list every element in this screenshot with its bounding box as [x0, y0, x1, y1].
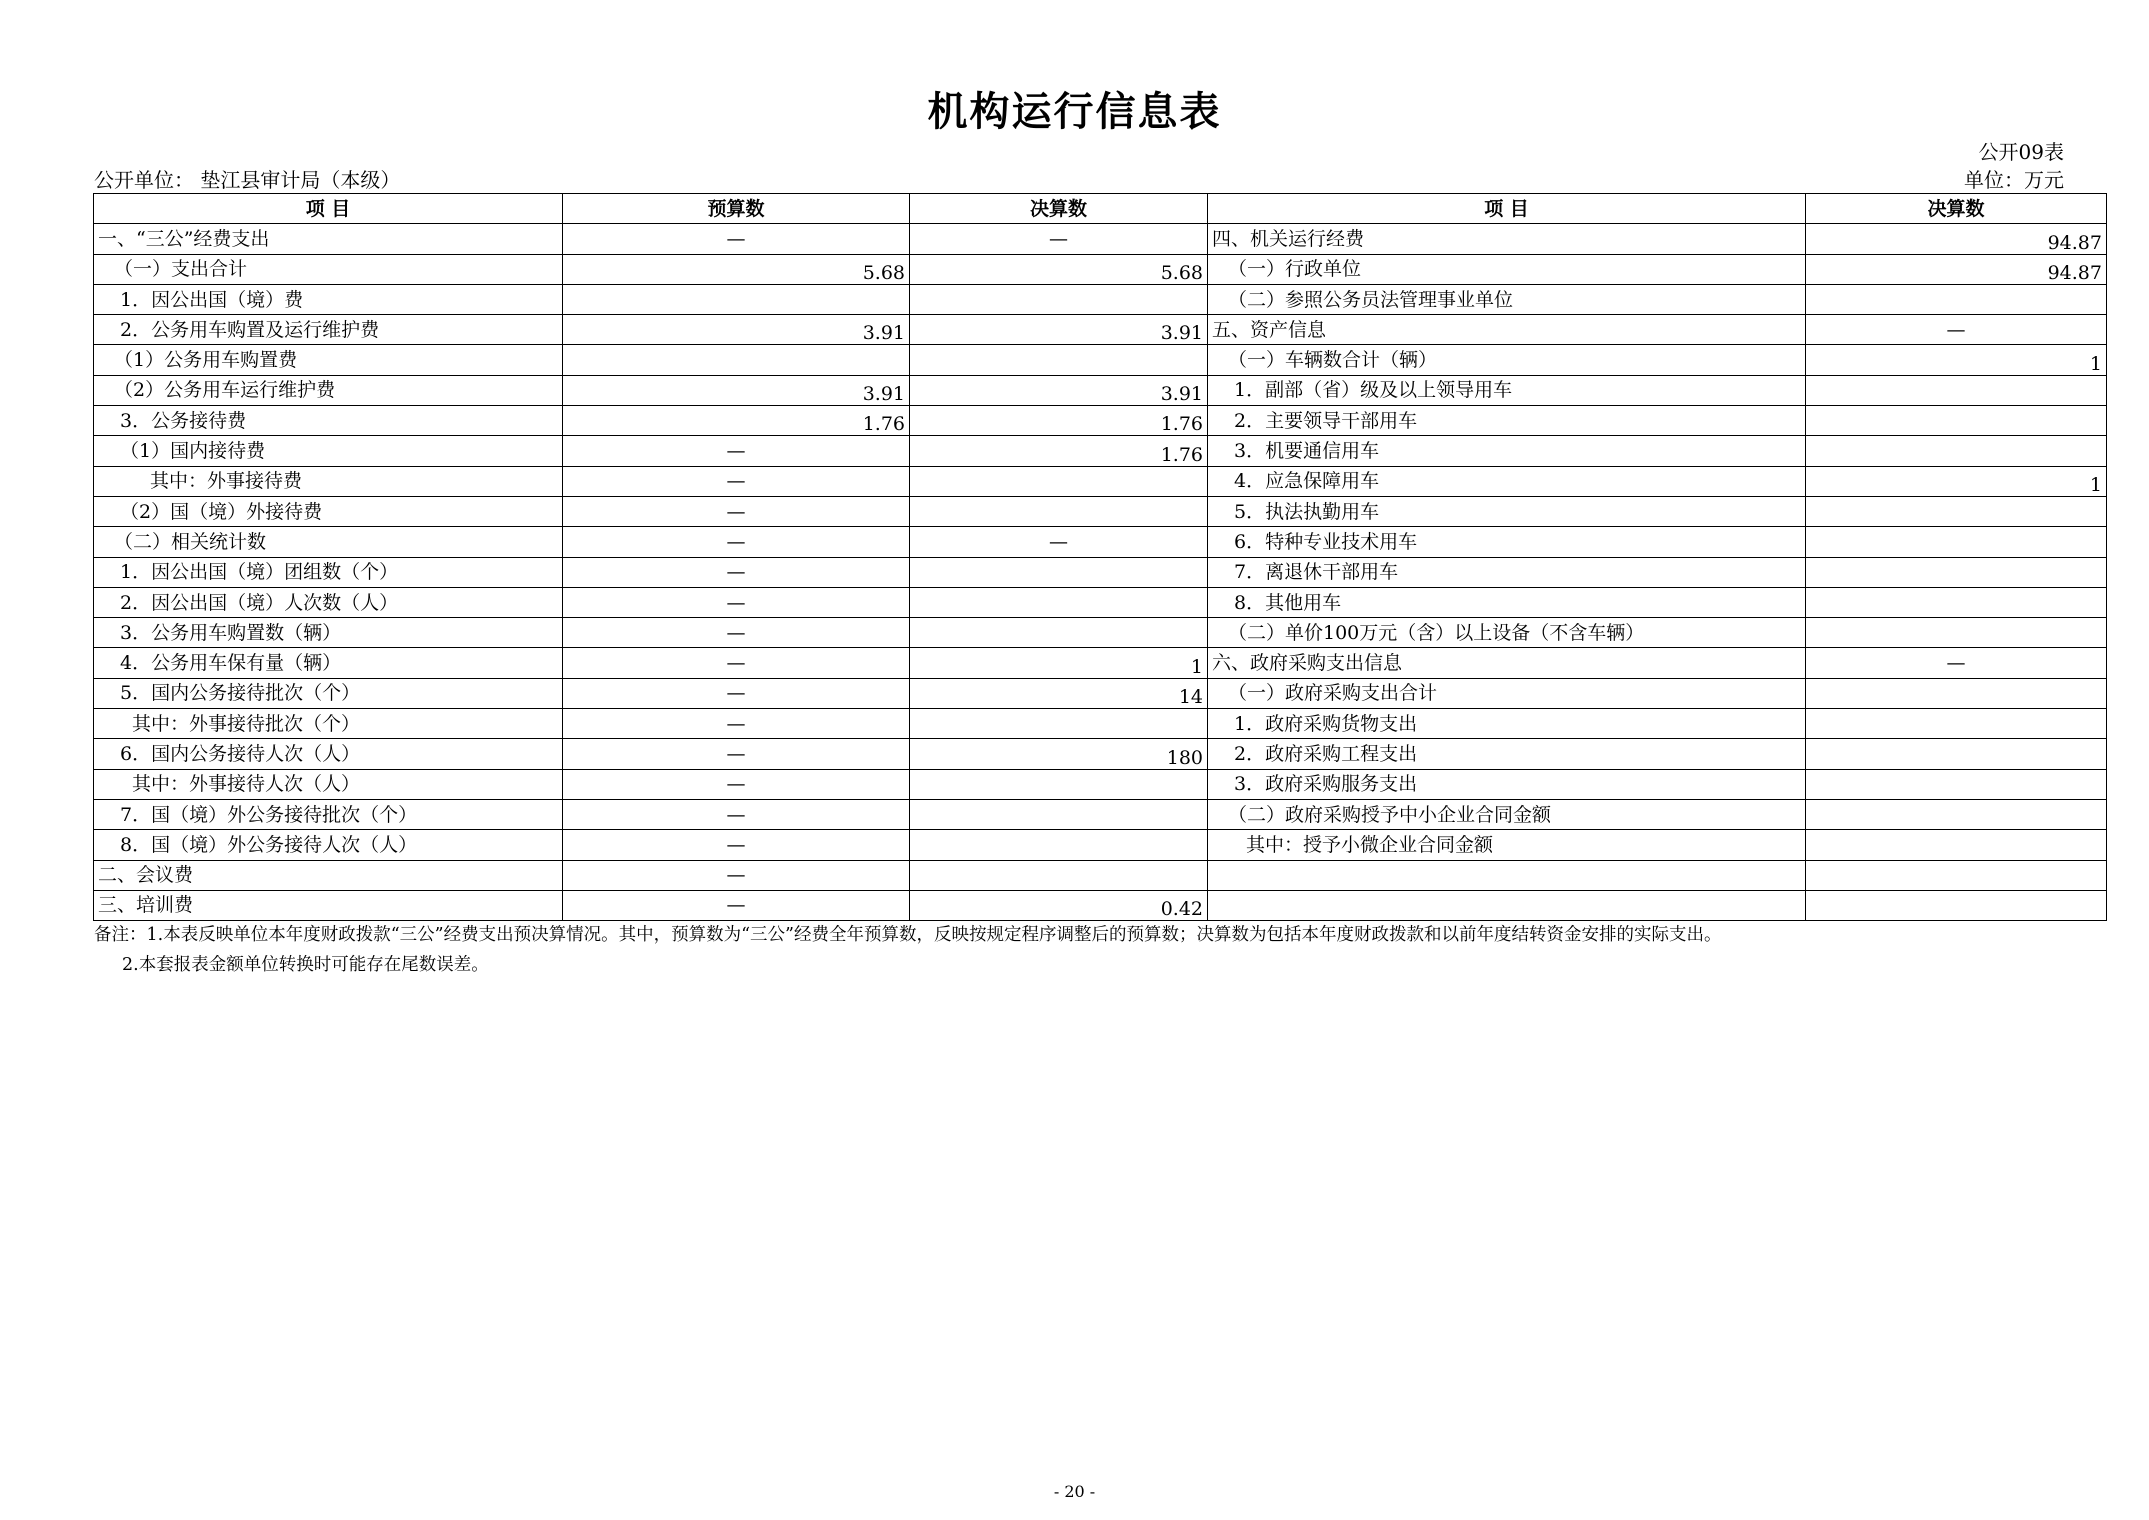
final-cell: —: [910, 527, 1208, 557]
right-final-cell: —: [1806, 648, 2107, 678]
table-row: [94, 678, 2107, 708]
table-row: [94, 830, 2107, 860]
right-final-cell: [1806, 830, 2107, 860]
final-cell: [910, 618, 1208, 648]
final-cell: [910, 769, 1208, 799]
right-item-cell: 6．特种专业技术用车: [1208, 527, 1806, 557]
table-row: [94, 648, 2107, 678]
budget-cell: [563, 284, 910, 314]
right-final-cell: [1806, 496, 2107, 526]
budget-cell: —: [563, 678, 910, 708]
table-row: [94, 860, 2107, 890]
final-cell: —: [910, 224, 1208, 254]
reporting-unit: 公开单位： 垫江县审计局（本级）: [94, 168, 401, 192]
final-cell: 3.91: [910, 375, 1208, 405]
budget-cell: —: [563, 890, 910, 920]
left-item-cell: 1．因公出国（境）费: [94, 284, 563, 314]
page-title: 机构运行信息表: [927, 88, 1222, 135]
table-row: [94, 375, 2107, 405]
note-1: 备注：1.本表反映单位本年度财政拨款“三公”经费支出预决算情况。其中，预算数为“三公”经费全年预算数，反映按规定程序调整后的预算数；决算数为包括本年度财政拨款和以前年度结转资金安排的实际支出。: [94, 925, 1722, 945]
budget-cell: —: [563, 527, 910, 557]
right-final-cell: [1806, 375, 2107, 405]
table-row: [94, 739, 2107, 769]
left-item-cell: 三、培训费: [94, 890, 563, 920]
table-row: [94, 557, 2107, 587]
left-item-cell: 8．国（境）外公务接待人次（人）: [94, 830, 563, 860]
budget-cell: 3.91: [563, 375, 910, 405]
left-item-cell: 4．公务用车保有量（辆）: [94, 648, 563, 678]
budget-cell: —: [563, 799, 910, 829]
left-item-cell: 7．国（境）外公务接待批次（个）: [94, 799, 563, 829]
left-item-cell: 其中：外事接待批次（个）: [94, 709, 563, 739]
final-cell: [910, 284, 1208, 314]
table-row: [94, 587, 2107, 617]
budget-cell: —: [563, 466, 910, 496]
left-item-cell: 3．公务用车购置数（辆）: [94, 618, 563, 648]
right-final-cell: [1806, 709, 2107, 739]
right-final-cell: 1: [1806, 345, 2107, 375]
right-item-cell: 2．主要领导干部用车: [1208, 406, 1806, 436]
final-cell: [910, 587, 1208, 617]
table-row: [94, 254, 2107, 284]
final-cell: [910, 345, 1208, 375]
final-cell: [910, 557, 1208, 587]
final-cell: 1.76: [910, 436, 1208, 466]
table-row: [94, 890, 2107, 920]
right-final-cell: [1806, 739, 2107, 769]
table-row: [94, 769, 2107, 799]
right-item-cell: （二）参照公务员法管理事业单位: [1208, 284, 1806, 314]
right-item-cell: 2．政府采购工程支出: [1208, 739, 1806, 769]
budget-cell: 1.76: [563, 406, 910, 436]
budget-cell: —: [563, 769, 910, 799]
header-final-right: 决算数: [1806, 194, 2107, 224]
right-item-cell: 3．政府采购服务支出: [1208, 769, 1806, 799]
budget-cell: —: [563, 860, 910, 890]
right-final-cell: [1806, 406, 2107, 436]
left-item-cell: 6．国内公务接待人次（人）: [94, 739, 563, 769]
left-item-cell: （1）国内接待费: [94, 436, 563, 466]
left-item-cell: 二、会议费: [94, 860, 563, 890]
table-header-row: [94, 194, 2107, 224]
right-item-cell: 五、资产信息: [1208, 315, 1806, 345]
right-final-cell: [1806, 557, 2107, 587]
table-row: [94, 496, 2107, 526]
left-item-cell: 5．国内公务接待批次（个）: [94, 678, 563, 708]
right-item-cell: （二）政府采购授予中小企业合同金额: [1208, 799, 1806, 829]
budget-cell: —: [563, 436, 910, 466]
right-final-cell: [1806, 890, 2107, 920]
final-cell: 14: [910, 678, 1208, 708]
page-number: - 20 -: [1053, 1482, 1096, 1501]
left-item-cell: （二）相关统计数: [94, 527, 563, 557]
final-cell: [910, 466, 1208, 496]
right-item-cell: 7．离退休干部用车: [1208, 557, 1806, 587]
right-final-cell: [1806, 436, 2107, 466]
left-item-cell: （一）支出合计: [94, 254, 563, 284]
final-cell: [910, 709, 1208, 739]
left-item-cell: 其中：外事接待费: [94, 466, 563, 496]
final-cell: [910, 799, 1208, 829]
right-final-cell: 1: [1806, 466, 2107, 496]
left-item-cell: （2）国（境）外接待费: [94, 496, 563, 526]
right-item-cell: 1．副部（省）级及以上领导用车: [1208, 375, 1806, 405]
header-final: 决算数: [910, 194, 1208, 224]
final-cell: 1.76: [910, 406, 1208, 436]
budget-cell: —: [563, 709, 910, 739]
left-item-cell: 3．公务接待费: [94, 406, 563, 436]
right-final-cell: —: [1806, 315, 2107, 345]
right-item-cell: 4．应急保障用车: [1208, 466, 1806, 496]
right-final-cell: [1806, 587, 2107, 617]
right-item-cell: 六、政府采购支出信息: [1208, 648, 1806, 678]
final-cell: [910, 860, 1208, 890]
right-final-cell: [1806, 678, 2107, 708]
header-item: 项 目: [94, 194, 563, 224]
budget-cell: 5.68: [563, 254, 910, 284]
budget-cell: —: [563, 496, 910, 526]
table-row: [94, 406, 2107, 436]
left-item-cell: （1）公务用车购置费: [94, 345, 563, 375]
right-final-cell: [1806, 618, 2107, 648]
header-item-right: 项 目: [1208, 194, 1806, 224]
info-table: [93, 193, 2107, 921]
budget-cell: —: [563, 648, 910, 678]
right-item-cell: [1208, 860, 1806, 890]
right-final-cell: 94.87: [1806, 224, 2107, 254]
notes: [94, 920, 1721, 980]
final-cell: 3.91: [910, 315, 1208, 345]
table-row: [94, 224, 2107, 254]
right-item-cell: （一）政府采购支出合计: [1208, 678, 1806, 708]
money-unit: 单位：万元: [1964, 168, 2064, 192]
table-row: [94, 466, 2107, 496]
table-row: [94, 284, 2107, 314]
right-item-cell: （二）单价100万元（含）以上设备（不含车辆）: [1208, 618, 1806, 648]
table-code: 公开09表: [1978, 140, 2064, 164]
right-item-cell: 其中：授予小微企业合同金额: [1208, 830, 1806, 860]
budget-cell: —: [563, 830, 910, 860]
right-item-cell: 1．政府采购货物支出: [1208, 709, 1806, 739]
final-cell: 5.68: [910, 254, 1208, 284]
right-final-cell: [1806, 799, 2107, 829]
table-row: [94, 618, 2107, 648]
right-final-cell: [1806, 284, 2107, 314]
budget-cell: [563, 345, 910, 375]
final-cell: 1: [910, 648, 1208, 678]
right-item-cell: 四、机关运行经费: [1208, 224, 1806, 254]
right-final-cell: [1806, 769, 2107, 799]
budget-cell: —: [563, 224, 910, 254]
final-cell: [910, 830, 1208, 860]
left-item-cell: 其中：外事接待人次（人）: [94, 769, 563, 799]
left-item-cell: 一、“三公”经费支出: [94, 224, 563, 254]
right-item-cell: （一）车辆数合计（辆）: [1208, 345, 1806, 375]
right-final-cell: [1806, 527, 2107, 557]
budget-cell: —: [563, 739, 910, 769]
header-budget: 预算数: [563, 194, 910, 224]
table-row: [94, 345, 2107, 375]
budget-cell: —: [563, 557, 910, 587]
right-item-cell: 5．执法执勤用车: [1208, 496, 1806, 526]
table-row: [94, 799, 2107, 829]
left-item-cell: 2．因公出国（境）人次数（人）: [94, 587, 563, 617]
right-item-cell: （一）行政单位: [1208, 254, 1806, 284]
final-cell: [910, 496, 1208, 526]
right-final-cell: [1806, 860, 2107, 890]
left-item-cell: 2．公务用车购置及运行维护费: [94, 315, 563, 345]
table-row: [94, 315, 2107, 345]
budget-cell: 3.91: [563, 315, 910, 345]
table-row: [94, 527, 2107, 557]
table-row: [94, 436, 2107, 466]
right-item-cell: 8．其他用车: [1208, 587, 1806, 617]
right-item-cell: [1208, 890, 1806, 920]
final-cell: 0.42: [910, 890, 1208, 920]
right-final-cell: 94.87: [1806, 254, 2107, 284]
note-2: 2.本套报表金额单位转换时可能存在尾数误差。: [122, 955, 489, 975]
right-item-cell: 3．机要通信用车: [1208, 436, 1806, 466]
budget-cell: —: [563, 618, 910, 648]
left-item-cell: 1．因公出国（境）团组数（个）: [94, 557, 563, 587]
final-cell: 180: [910, 739, 1208, 769]
budget-cell: —: [563, 587, 910, 617]
table-row: [94, 709, 2107, 739]
left-item-cell: （2）公务用车运行维护费: [94, 375, 563, 405]
